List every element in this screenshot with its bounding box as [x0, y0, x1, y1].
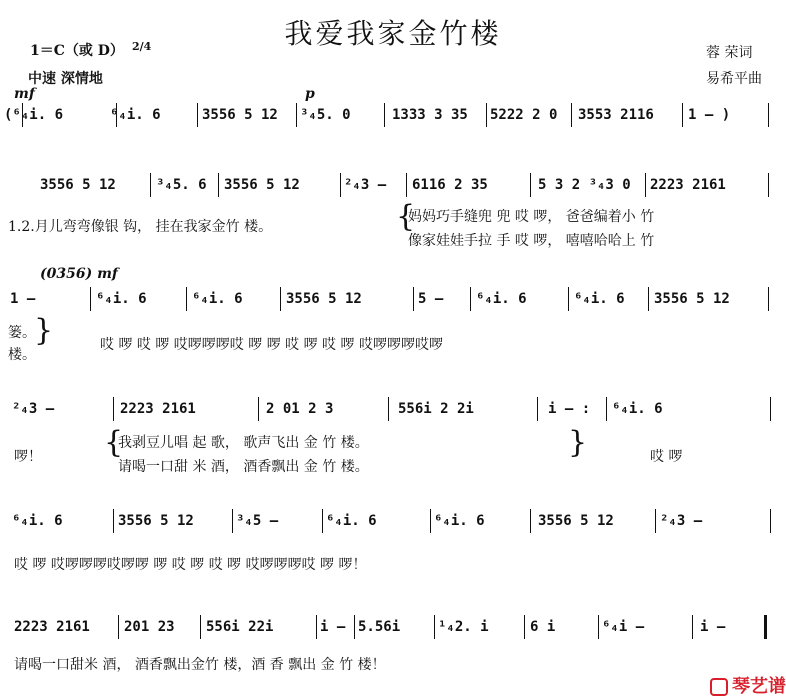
- bar-line: [322, 509, 323, 533]
- watermark-logo-icon: [710, 678, 728, 696]
- lyric-line: 篓。: [8, 325, 36, 341]
- bar-line: [406, 173, 407, 197]
- measure-notes: 5 –: [418, 291, 444, 307]
- measure-notes: ²₄3 –: [12, 401, 55, 417]
- bar-line: [764, 615, 767, 639]
- notation-row: [0, 172, 786, 198]
- bar-line: [118, 615, 119, 639]
- lyric-line: 哎 啰: [650, 449, 683, 465]
- key-signature: 1＝C（或 D）: [30, 43, 124, 59]
- verse-brace: }: [568, 425, 588, 460]
- measure-notes: 2223 2161: [650, 177, 726, 193]
- bar-line: [296, 103, 297, 127]
- lyric-line: 哎 啰 哎 啰 哎啰啰啰哎 啰 啰 哎 啰 哎 啰 哎啰啰啰哎啰: [100, 337, 443, 353]
- measure-notes: 556i 2 2i: [398, 401, 474, 417]
- measure-notes: 3556 5 12: [286, 291, 362, 307]
- time-signature: 2/4: [132, 40, 152, 53]
- bar-line: [768, 103, 769, 127]
- bar-line: [606, 397, 607, 421]
- lyric-line: 像家娃娃手拉 手 哎 啰， 嘻嘻哈哈上 竹: [408, 233, 655, 249]
- bar-line: [316, 615, 317, 639]
- bar-line: [470, 287, 471, 311]
- composer-credit: 易希平曲: [706, 71, 762, 87]
- measure-notes: ⁶₄i. 6: [476, 291, 527, 307]
- lyric-line: 1.2.月儿弯弯像银 钩， 挂在我家金竹 楼。: [8, 219, 273, 235]
- lyric-line: 哎 啰 哎啰啰啰哎啰啰 啰 哎 啰 哎 啰 哎啰啰啰哎 啰 啰！: [14, 557, 367, 573]
- bar-line: [430, 509, 431, 533]
- notation-row: [0, 508, 786, 534]
- measure-notes: ³₄5. 6: [156, 177, 207, 193]
- measure-notes: ⁶₄i –: [602, 619, 645, 635]
- measure-notes: 5 3 2 ³₄3 0: [538, 177, 631, 193]
- measure-notes: 556i 22i: [206, 619, 274, 635]
- bar-line: [486, 103, 487, 127]
- notation-row: [0, 614, 786, 640]
- measure-notes: ⁶₄i. 6: [12, 513, 63, 529]
- measure-notes: 2223 2161: [14, 619, 90, 635]
- measure-notes: i –: [320, 619, 346, 635]
- measure-notes: 3556 5 12: [118, 513, 194, 529]
- bar-line: [682, 103, 683, 127]
- bar-line: [648, 287, 649, 311]
- bar-line: [598, 615, 599, 639]
- bar-line: [150, 173, 151, 197]
- verse-brace: {: [396, 199, 416, 234]
- measure-notes: ¹₄2. i: [438, 619, 489, 635]
- lyric-line: 请喝一口甜米 酒， 酒香飘出金竹 楼，酒 香 飘出 金 竹 楼！: [14, 657, 386, 673]
- measure-notes: ³₄5. 0: [300, 107, 351, 123]
- bar-line: [232, 509, 233, 533]
- measure-notes: (⁶₄i. 6: [4, 107, 64, 123]
- measure-notes: 3556 5 12: [224, 177, 300, 193]
- bar-line: [197, 103, 198, 127]
- bar-line: [524, 615, 525, 639]
- bar-line: [280, 287, 281, 311]
- measure-notes: 3556 5 12: [538, 513, 614, 529]
- bar-line: [768, 173, 769, 197]
- lyricist-credit: 蓉 荣词: [706, 45, 753, 61]
- measure-notes: ⁶₄i. 6: [434, 513, 485, 529]
- dynamic-marking: p: [305, 86, 315, 102]
- bar-line: [530, 509, 531, 533]
- bar-line: [770, 509, 771, 533]
- bar-line: [770, 397, 771, 421]
- song-title: 我爱我家金竹楼: [284, 17, 502, 50]
- lyric-line: 啰！: [14, 449, 42, 465]
- measure-notes: 1333 3 35: [392, 107, 468, 123]
- bar-line: [186, 287, 187, 311]
- bar-line: [413, 287, 414, 311]
- dynamic-marking: (0356) mf: [40, 266, 118, 282]
- bar-line: [200, 615, 201, 639]
- notation-row: [0, 396, 786, 422]
- measure-notes: ⁶₄i. 6: [192, 291, 243, 307]
- bar-line: [692, 615, 693, 639]
- bar-line: [571, 103, 572, 127]
- lyric-line: 我剥豆儿唱 起 歌， 歌声飞出 金 竹 楼。: [118, 435, 369, 451]
- notation-row: [0, 286, 786, 312]
- measure-notes: 6 i: [530, 619, 556, 635]
- site-watermark: [710, 672, 786, 698]
- measure-notes: ⁶₄i. 6: [612, 401, 663, 417]
- measure-notes: 3553 2116: [578, 107, 654, 123]
- measure-notes: 3556 5 12: [202, 107, 278, 123]
- measure-notes: 1 – ): [688, 107, 731, 123]
- bar-line: [113, 397, 114, 421]
- measure-notes: 3556 5 12: [654, 291, 730, 307]
- lyric-line: 妈妈巧手缝兜 兜 哎 啰， 爸爸编着小 竹: [408, 209, 655, 225]
- lyric-line: 楼。: [8, 347, 36, 363]
- measure-notes: ⁶₄i. 6: [110, 107, 161, 123]
- bar-line: [655, 509, 656, 533]
- bar-line: [218, 173, 219, 197]
- measure-notes: i – :: [548, 401, 591, 417]
- measure-notes: 2 01 2 3: [266, 401, 334, 417]
- tempo-marking: 中速 深情地: [28, 71, 103, 87]
- bar-line: [258, 397, 259, 421]
- bar-line: [354, 615, 355, 639]
- measure-notes: ⁶₄i. 6: [574, 291, 625, 307]
- watermark-text: 琴艺谱: [732, 676, 786, 697]
- bar-line: [434, 615, 435, 639]
- bar-line: [90, 287, 91, 311]
- bar-line: [113, 509, 114, 533]
- measure-notes: 1 –: [10, 291, 36, 307]
- bar-line: [645, 173, 646, 197]
- measure-notes: 5.56i: [358, 619, 401, 635]
- notation-row: [0, 102, 786, 128]
- bar-line: [537, 397, 538, 421]
- dynamic-marking: mf: [14, 86, 35, 102]
- measure-notes: ²₄3 –: [344, 177, 387, 193]
- measure-notes: ⁶₄i. 6: [326, 513, 377, 529]
- measure-notes: i –: [700, 619, 726, 635]
- verse-brace: {: [104, 425, 124, 460]
- measure-notes: 201 23: [124, 619, 175, 635]
- measure-notes: 2223 2161: [120, 401, 196, 417]
- measure-notes: ²₄3 –: [660, 513, 703, 529]
- measure-notes: 3556 5 12: [40, 177, 116, 193]
- bar-line: [388, 397, 389, 421]
- bar-line: [384, 103, 385, 127]
- bar-line: [530, 173, 531, 197]
- bar-line: [340, 173, 341, 197]
- measure-notes: ⁶₄i. 6: [96, 291, 147, 307]
- measure-notes: 6116 2 35: [412, 177, 488, 193]
- bar-line: [568, 287, 569, 311]
- measure-notes: ³₄5 –: [236, 513, 279, 529]
- measure-notes: 5222 2 0: [490, 107, 558, 123]
- lyric-line: 请喝一口甜 米 酒， 酒香飘出 金 竹 楼。: [118, 459, 369, 475]
- bar-line: [768, 287, 769, 311]
- verse-brace: }: [34, 313, 54, 348]
